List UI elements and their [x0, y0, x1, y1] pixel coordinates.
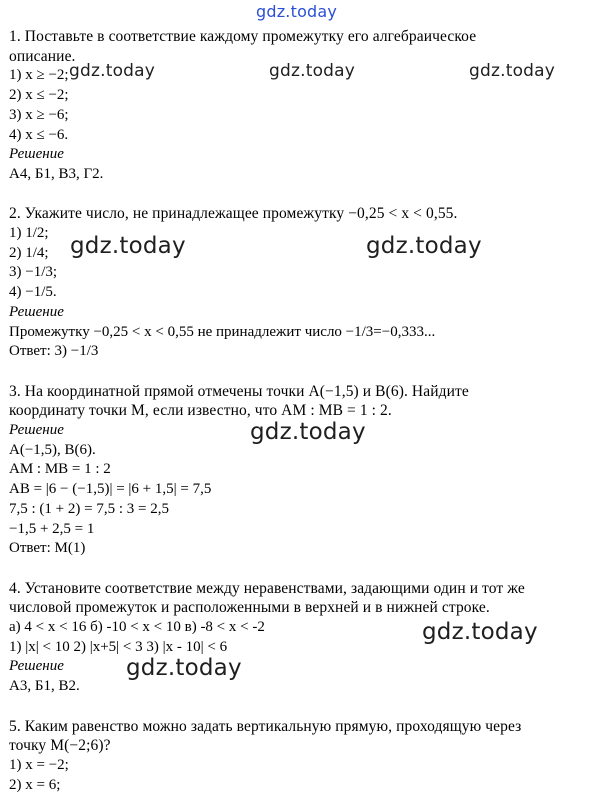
document-body — [9, 27, 584, 795]
problem-4-answer: А3, Б1, В2. — [9, 678, 80, 695]
problem-4-question-line-1: 4. Установите соответствие между неравенствами, задающими один и тот же — [9, 579, 525, 597]
problem-1 — [9, 27, 584, 185]
problem-1-question-line-2: описание. — [9, 47, 76, 65]
problem-3-solution-line-2: AM : MB = 1 : 2 — [9, 461, 111, 478]
watermark-top: gdz.today — [256, 2, 338, 21]
problem-4-bottom-row: 1) |x| < 10 2) |x+5| < 3 3) |x - 10| < 6 — [9, 638, 228, 655]
problem-3-solution-label: Решение — [9, 422, 64, 439]
problem-3-question-line-2: координату точки M, если известно, что AM : MB = 1 : 2. — [9, 402, 392, 420]
watermark-2: gdz.today — [269, 61, 356, 81]
watermark-3: gdz.today — [469, 61, 556, 81]
problem-2-option-2: 2) 1/4; — [9, 244, 49, 261]
problem-1-question-line-1: 1. Поставьте в соответствие каждому промежутку его алгебраическое — [9, 28, 477, 45]
problem-1-option-4: 4) x ≤ −6. — [9, 126, 69, 143]
problem-1-option-1: 1) x ≥ −2; — [9, 67, 69, 84]
problem-3-solution-line-1: A(−1,5), B(6). — [9, 441, 96, 458]
problem-3-solution-line-4: 7,5 : (1 + 2) = 7,5 : 3 = 2,5 — [9, 500, 169, 517]
problem-5-option-2: 2) x = 6; — [9, 776, 61, 793]
problem-2-solution-label: Решение — [9, 303, 64, 320]
problem-3 — [9, 382, 584, 559]
problem-3-solution-line-3: AB = |6 − (−1,5)| = |6 + 1,5| = 7,5 — [9, 481, 212, 498]
watermark-1: gdz.today — [69, 61, 156, 81]
problem-5-option-1: 1) x = −2; — [9, 756, 69, 773]
watermark-4: gdz.today — [70, 233, 186, 259]
problem-4-question-line-2: числовой промежуток и расположенными в верхней и в нижней строке. — [9, 599, 490, 617]
problem-1-option-2: 2) x ≤ −2; — [9, 87, 69, 104]
problem-3-answer: Ответ: M(1) — [9, 540, 86, 557]
problem-1-answer: А4, Б1, В3, Г2. — [9, 165, 104, 182]
watermark-7: gdz.today — [422, 619, 538, 645]
watermark-6: gdz.today — [250, 419, 366, 445]
problem-2-answer: Ответ: 3) −1/3 — [9, 343, 99, 360]
problem-2-option-4: 4) −1/5. — [9, 284, 57, 301]
problem-3-solution-line-5: −1,5 + 2,5 = 1 — [9, 520, 95, 537]
problem-2-question-line-1: 2. Укажите число, не принадлежащее промежутку −0,25 < x < 0,55. — [9, 205, 458, 223]
problem-2-solution-line-1: Промежутку −0,25 < x < 0,55 не принадлежит число −1/3=−0,333... — [9, 323, 436, 340]
watermark-8: gdz.today — [126, 655, 242, 681]
problem-1-solution-label: Решение — [9, 146, 64, 163]
problem-4-solution-label: Решение — [9, 658, 64, 675]
problem-2-option-1: 1) 1/2; — [9, 225, 49, 242]
problem-4-top-row: а) 4 < x < 16 б) -10 < x < 10 в) -8 < x < -2 — [9, 619, 265, 636]
problem-5 — [9, 717, 584, 796]
problem-2 — [9, 204, 584, 362]
problem-2-option-3: 3) −1/3; — [9, 264, 58, 281]
watermark-5: gdz.today — [366, 233, 482, 259]
problem-5-question-line-2: точку M(−2;6)? — [9, 737, 111, 755]
problem-5-question-line-1: 5. Каким равенство можно задать вертикальную прямую, проходящую через — [9, 717, 522, 735]
problem-1-option-3: 3) x ≥ −6; — [9, 106, 69, 123]
problem-3-question-line-1: 3. На координатной прямой отмечены точки A(−1,5) и B(6). Найдите — [9, 382, 469, 400]
